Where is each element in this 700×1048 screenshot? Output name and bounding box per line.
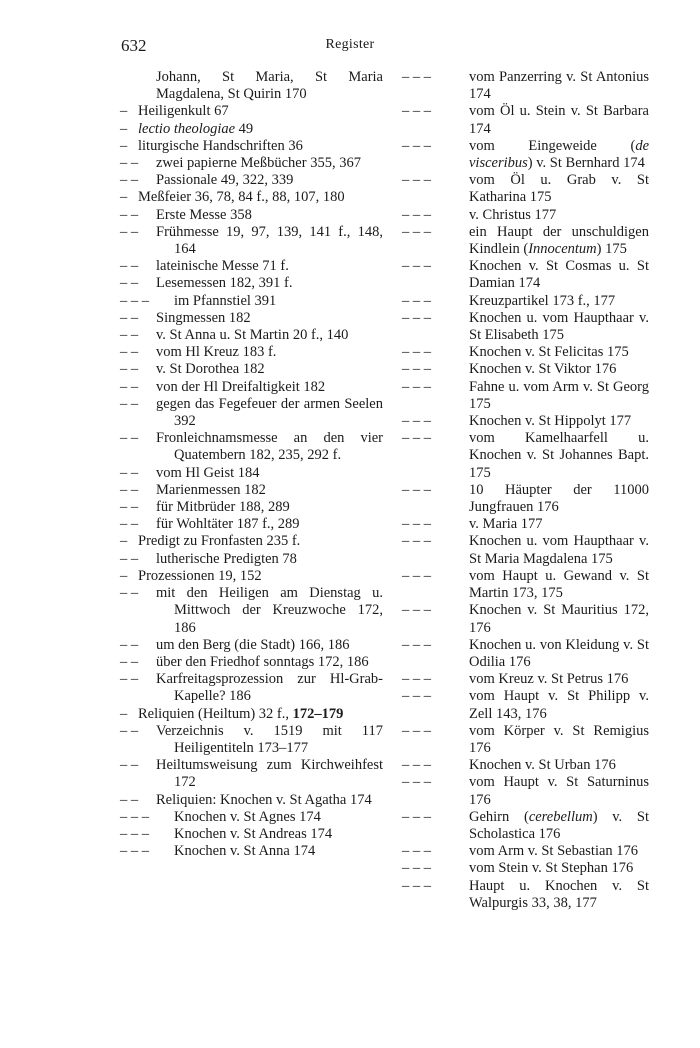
entry-text: Knochen u. von Kleidung v. St Odilia 176 bbox=[469, 636, 649, 670]
entry-text: vom Kreuz v. St Petrus 176 bbox=[469, 671, 629, 688]
entry-text: vom Körper v. St Remigius 176 bbox=[469, 722, 649, 756]
index-entry bbox=[402, 361, 649, 378]
entry-text: Knochen v. St Anna 174 bbox=[174, 843, 316, 860]
index-entry bbox=[120, 155, 383, 172]
entry-text: um den Berg (die Stadt) 166, 186 bbox=[156, 636, 350, 653]
index-entry bbox=[402, 723, 649, 757]
index-entry bbox=[402, 293, 649, 310]
entry-text: zwei papierne Meßbücher 355, 367 bbox=[156, 155, 361, 172]
index-entry bbox=[120, 482, 383, 499]
entry-text: ein Haupt der unschuldigen Kindlein (Innocentum) 175 bbox=[469, 223, 649, 258]
index-entry bbox=[120, 499, 383, 516]
level-dash: – – bbox=[120, 155, 139, 172]
level-dash: – – bbox=[120, 636, 139, 653]
index-entry bbox=[402, 344, 649, 361]
entry-text: 10 Häupter der 11000 Jungfrauen 176 bbox=[469, 481, 649, 516]
level-dash: – bbox=[120, 533, 128, 550]
level-dash: – – – bbox=[402, 378, 431, 395]
entry-text: Heiligenkult 67 bbox=[138, 103, 229, 120]
level-dash: – – – bbox=[402, 344, 431, 361]
level-dash: – – – bbox=[120, 843, 149, 860]
level-dash: – – – bbox=[402, 206, 431, 223]
level-dash: – – – bbox=[120, 292, 149, 309]
index-entry bbox=[120, 792, 383, 809]
index-entry bbox=[120, 637, 383, 654]
index-entry bbox=[120, 551, 383, 568]
level-dash: – – bbox=[120, 499, 139, 516]
entry-text: vom Haupt u. Gewand v. St Martin 173, 175 bbox=[469, 567, 649, 602]
entry-text: Knochen u. vom Haupthaar v. St Elisabeth 175 bbox=[469, 309, 649, 344]
index-entry bbox=[120, 361, 383, 378]
index-entry bbox=[120, 172, 383, 189]
index-entry bbox=[402, 757, 649, 774]
index-entry bbox=[402, 172, 649, 206]
index-entry bbox=[120, 757, 383, 791]
level-dash: – – bbox=[120, 653, 139, 670]
level-dash: – – bbox=[120, 464, 139, 481]
entry-text: mit den Heiligen am Dienstag u. Mittwoch der Kreuzwoche 172, 186 bbox=[156, 585, 383, 636]
entry-text: im Pfannstiel 391 bbox=[174, 292, 277, 309]
entry-text: Lesemessen 182, 391 f. bbox=[156, 275, 293, 292]
entry-text: vom Kamelhaarfell u. Knochen v. St Johannes Bapt. 175 bbox=[469, 430, 649, 481]
entry-text: v. St Anna u. St Martin 20 f., 140 bbox=[156, 327, 349, 344]
level-dash: – – – bbox=[402, 808, 431, 825]
index-entry bbox=[120, 327, 383, 344]
index-entry bbox=[402, 103, 649, 137]
level-dash: – – – bbox=[402, 671, 431, 688]
level-dash: – – – bbox=[402, 602, 431, 619]
level-dash: – – bbox=[120, 430, 139, 447]
entry-text: vom Arm v. St Sebastian 176 bbox=[469, 843, 639, 860]
level-dash: – – – bbox=[402, 533, 431, 550]
entry-text: vom Hl Geist 184 bbox=[156, 464, 260, 481]
index-entry bbox=[120, 843, 383, 860]
index-entry bbox=[120, 379, 383, 396]
entry-text: lutherische Predigten 78 bbox=[156, 550, 297, 567]
entry-text: gegen das Fegefeuer der armen Seelen 392 bbox=[156, 395, 383, 430]
level-dash: – – – bbox=[402, 258, 431, 275]
index-entry bbox=[402, 671, 649, 688]
entry-text: Reliquien: Knochen v. St Agatha 174 bbox=[156, 791, 372, 808]
level-dash: – – bbox=[120, 327, 139, 344]
level-dash: – – – bbox=[402, 69, 431, 85]
index-entry bbox=[120, 189, 383, 206]
index-entry bbox=[120, 103, 383, 120]
entry-text: über den Friedhof sonntags 172, 186 bbox=[156, 653, 369, 670]
level-dash: – – – bbox=[402, 757, 431, 774]
entry-text: Passionale 49, 322, 339 bbox=[156, 172, 294, 189]
level-dash: – – bbox=[120, 172, 139, 189]
entry-text: Knochen v. St Cosmas u. St Damian 174 bbox=[469, 258, 649, 292]
level-dash: – – bbox=[120, 206, 139, 223]
level-dash: – bbox=[120, 120, 128, 137]
index-entry bbox=[402, 258, 649, 292]
entry-text: Reliquien (Heiltum) 32 f., 172–179 bbox=[138, 705, 344, 722]
level-dash: – – – bbox=[402, 774, 431, 791]
level-dash: – – – bbox=[402, 481, 431, 498]
entry-text: vom Öl u. Grab v. St Katharina 175 bbox=[469, 172, 649, 206]
index-entry bbox=[402, 69, 649, 103]
entry-text: vom Hl Kreuz 183 f. bbox=[156, 344, 277, 361]
entry-text: v. Maria 177 bbox=[469, 516, 543, 533]
level-dash: – – – bbox=[402, 516, 431, 533]
entry-text: vom Panzerring v. St Antonius 174 bbox=[469, 69, 649, 103]
level-dash: – – – bbox=[402, 636, 431, 653]
entry-text: von der Hl Dreifaltigkeit 182 bbox=[156, 378, 326, 395]
index-entry bbox=[402, 568, 649, 602]
index-entry bbox=[120, 207, 383, 224]
level-dash: – – – bbox=[402, 860, 431, 877]
entry-text: Knochen v. St Mauritius 172, 176 bbox=[469, 602, 649, 636]
level-dash: – bbox=[120, 705, 128, 722]
index-entry bbox=[402, 430, 649, 482]
index-entry bbox=[120, 258, 383, 275]
level-dash: – – bbox=[120, 275, 139, 292]
level-dash: – – bbox=[120, 481, 139, 498]
index-entry bbox=[120, 344, 383, 361]
entry-text: Knochen v. St Viktor 176 bbox=[469, 361, 617, 378]
index-entry bbox=[402, 809, 649, 843]
level-dash: – – bbox=[120, 223, 139, 240]
index-entry bbox=[402, 637, 649, 671]
index-entry bbox=[402, 207, 649, 224]
entry-text: Fronleichnamsmesse an den vier Quatembern 182, 235, 292 f. bbox=[156, 430, 383, 464]
entry-text: vom Eingeweide (de visceribus) v. St Bernhard 174 bbox=[469, 137, 649, 172]
level-dash: – – bbox=[120, 550, 139, 567]
entry-text: Knochen v. St Urban 176 bbox=[469, 757, 616, 774]
entry-text: Meßfeier 36, 78, 84 f., 88, 107, 180 bbox=[138, 189, 345, 206]
index-entry bbox=[120, 396, 383, 430]
level-dash: – – bbox=[120, 344, 139, 361]
page-header bbox=[0, 36, 700, 56]
level-dash: – – bbox=[120, 395, 139, 412]
index-entry bbox=[120, 310, 383, 327]
level-dash: – – bbox=[120, 757, 139, 774]
entry-text: Singmessen 182 bbox=[156, 309, 251, 326]
entry-text: Karfreitagsprozession zur Hl-Grab-Kapelle? 186 bbox=[156, 671, 383, 705]
level-dash: – – – bbox=[402, 722, 431, 739]
index-entry bbox=[120, 585, 383, 637]
entry-text: v. Christus 177 bbox=[469, 206, 557, 223]
level-dash: – – – bbox=[402, 843, 431, 860]
level-dash: – – bbox=[120, 791, 139, 808]
index-entry bbox=[120, 224, 383, 258]
index-entry bbox=[120, 121, 383, 138]
entry-text: Verzeichnis v. 1519 mit 117 Heiligentiteln 173–177 bbox=[156, 722, 383, 756]
level-dash: – – – bbox=[402, 877, 431, 894]
index-entry bbox=[120, 533, 383, 550]
level-dash: – – bbox=[120, 585, 139, 602]
entry-text: vom Öl u. Stein v. St Barbara 174 bbox=[469, 103, 649, 137]
level-dash: – – – bbox=[402, 137, 431, 154]
level-dash: – – bbox=[120, 378, 139, 395]
index-entry bbox=[120, 430, 383, 464]
entry-text: Prozessionen 19, 152 bbox=[138, 567, 262, 584]
entry-text: vom Haupt v. St Philipp v. Zell 143, 176 bbox=[469, 688, 649, 722]
index-entry bbox=[120, 516, 383, 533]
level-dash: – – bbox=[120, 722, 139, 739]
entry-text: Knochen v. St Andreas 174 bbox=[174, 825, 333, 842]
index-entry bbox=[120, 275, 383, 292]
level-dash: – – – bbox=[402, 688, 431, 705]
level-dash: – – – bbox=[402, 172, 431, 189]
entry-text: Fahne u. vom Arm v. St Georg 175 bbox=[469, 378, 649, 412]
entry-text: vom Haupt v. St Saturninus 176 bbox=[469, 774, 649, 808]
level-dash: – – – bbox=[402, 567, 431, 584]
index-entry bbox=[402, 379, 649, 413]
level-dash: – – – bbox=[402, 361, 431, 378]
level-dash: – – – bbox=[402, 309, 431, 326]
index-entry bbox=[120, 826, 383, 843]
entry-text: lateinische Messe 71 f. bbox=[156, 258, 289, 275]
index-entry bbox=[120, 293, 383, 310]
level-dash: – – – bbox=[402, 223, 431, 240]
index-entry bbox=[402, 774, 649, 808]
level-dash: – – – bbox=[120, 825, 149, 842]
level-dash: – – – bbox=[402, 413, 431, 430]
level-dash: – – bbox=[120, 671, 139, 688]
index-entry bbox=[402, 860, 649, 877]
level-dash: – bbox=[120, 189, 128, 206]
index-entry bbox=[402, 224, 649, 258]
level-dash: – – bbox=[120, 258, 139, 275]
entry-text: liturgische Handschriften 36 bbox=[138, 137, 303, 154]
index-entry bbox=[402, 688, 649, 722]
entry-text: Haupt u. Knochen v. St Walpurgis 33, 38, 177 bbox=[469, 877, 649, 911]
running-title: Register bbox=[325, 37, 375, 52]
entry-text: Johann, St Maria, St Maria Magdalena, St Quirin 170 bbox=[156, 69, 383, 103]
entry-text: Knochen v. St Hippolyt 177 bbox=[469, 413, 632, 430]
level-dash: – – bbox=[120, 516, 139, 533]
index-entry bbox=[402, 533, 649, 567]
index-entry bbox=[120, 69, 383, 103]
index-entry bbox=[120, 654, 383, 671]
entry-text: lectio theologiae 49 bbox=[138, 120, 254, 137]
index-entry bbox=[402, 138, 649, 172]
level-dash: – bbox=[120, 137, 128, 154]
entry-text: vom Stein v. St Stephan 176 bbox=[469, 860, 634, 877]
entry-text: v. St Dorothea 182 bbox=[156, 361, 265, 378]
index-entry bbox=[120, 809, 383, 826]
entry-text: Erste Messe 358 bbox=[156, 206, 252, 223]
level-dash: – – bbox=[120, 309, 139, 326]
index-entry bbox=[402, 843, 649, 860]
index-entry bbox=[120, 138, 383, 155]
page-number: 632 bbox=[121, 36, 147, 55]
index-entry bbox=[402, 516, 649, 533]
index-column-left bbox=[120, 69, 383, 860]
entry-text: Kreuzpartikel 173 f., 177 bbox=[469, 292, 616, 309]
index-entry bbox=[402, 310, 649, 344]
level-dash: – – – bbox=[402, 292, 431, 309]
entry-text: Predigt zu Fronfasten 235 f. bbox=[138, 533, 301, 550]
entry-text: für Wohltäter 187 f., 289 bbox=[156, 516, 300, 533]
level-dash: – bbox=[120, 103, 128, 120]
entry-text: für Mitbrüder 188, 289 bbox=[156, 499, 290, 516]
entry-text: Marienmessen 182 bbox=[156, 481, 266, 498]
level-dash: – – – bbox=[402, 430, 431, 447]
entry-text: Heiltumsweisung zum Kirchweihfest 172 bbox=[156, 757, 383, 791]
index-entry bbox=[402, 482, 649, 516]
index-entry bbox=[120, 723, 383, 757]
entry-text: Frühmesse 19, 97, 139, 141 f., 148, 164 bbox=[156, 223, 383, 258]
index-column-right bbox=[402, 69, 649, 912]
level-dash: – – – bbox=[402, 103, 431, 120]
index-entry bbox=[402, 413, 649, 430]
entry-text: Knochen v. St Agnes 174 bbox=[174, 808, 321, 825]
entry-text: Knochen u. vom Haupthaar v. St Maria Magdalena 175 bbox=[469, 533, 649, 567]
index-entry bbox=[402, 878, 649, 912]
entry-text: Gehirn (cerebellum) v. St Scholastica 176 bbox=[469, 808, 649, 842]
level-dash: – bbox=[120, 567, 128, 584]
index-entry bbox=[120, 671, 383, 705]
index-entry bbox=[120, 568, 383, 585]
level-dash: – – bbox=[120, 361, 139, 378]
index-entry bbox=[402, 602, 649, 636]
entry-text: Knochen v. St Felicitas 175 bbox=[469, 344, 629, 361]
index-entry bbox=[120, 465, 383, 482]
level-dash: – – – bbox=[120, 808, 149, 825]
index-entry bbox=[120, 706, 383, 723]
